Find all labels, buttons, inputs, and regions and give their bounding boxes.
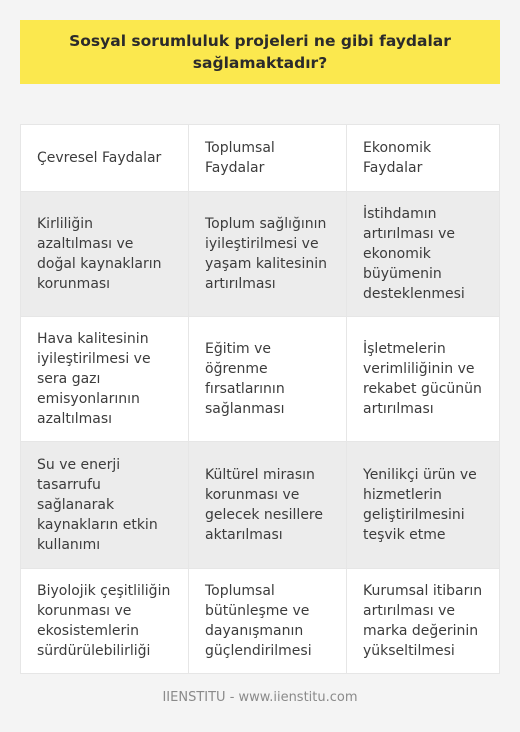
- table-cell: Toplumsal bütünleşme ve dayanışmanın güçlendirilmesi: [189, 569, 347, 673]
- table-row: [21, 192, 499, 317]
- table-cell: İşletmelerin verimliliğinin ve rekabet gücünün artırılması: [363, 341, 482, 417]
- footer-credit: IIENSTITU - www.iienstitu.com: [162, 690, 358, 705]
- header-environmental: Çevresel Faydalar: [21, 125, 189, 191]
- table-cell: Yenilikçi ürün ve hizmetlerin geliştirilmesini teşvik etme: [363, 467, 477, 543]
- table-cell: Kirliliğin azaltılması ve doğal kaynakların korunması: [21, 192, 189, 316]
- table-cell: Hava kalitesinin iyileştirilmesi ve sera gazı emisyonlarının azaltılması: [21, 317, 189, 441]
- table-header-row: [21, 125, 499, 192]
- table-cell: Kurumsal itibarın artırılması ve marka değerinin yükseltilmesi: [363, 583, 483, 659]
- title-banner: [20, 20, 500, 84]
- header-social: Toplumsal Faydalar: [189, 125, 347, 191]
- table-cell: Biyolojik çeşitliliğin korunması ve ekosistemlerin sürdürülebilirliği: [21, 569, 189, 673]
- benefits-table: [20, 124, 500, 674]
- table-cell: Su ve enerji tasarrufu sağlanarak kaynakların etkin kullanımı: [21, 442, 189, 568]
- table-row: [21, 442, 499, 569]
- table-row: [21, 317, 499, 442]
- table-cell: İstihdamın artırılması ve ekonomik büyümenin desteklenmesi: [363, 206, 465, 302]
- table-row: [21, 569, 499, 673]
- table-cell: Toplum sağlığının iyileştirilmesi ve yaşam kalitesinin artırılması: [189, 192, 347, 316]
- table-cell: Eğitim ve öğrenme fırsatlarının sağlanması: [189, 317, 347, 441]
- table-cell: Kültürel mirasın korunması ve gelecek nesillere aktarılması: [189, 442, 347, 568]
- header-economic: Ekonomik Faydalar: [363, 140, 432, 176]
- page-title: Sosyal sorumluluk projeleri ne gibi faydalar sağlamaktadır?: [69, 32, 451, 72]
